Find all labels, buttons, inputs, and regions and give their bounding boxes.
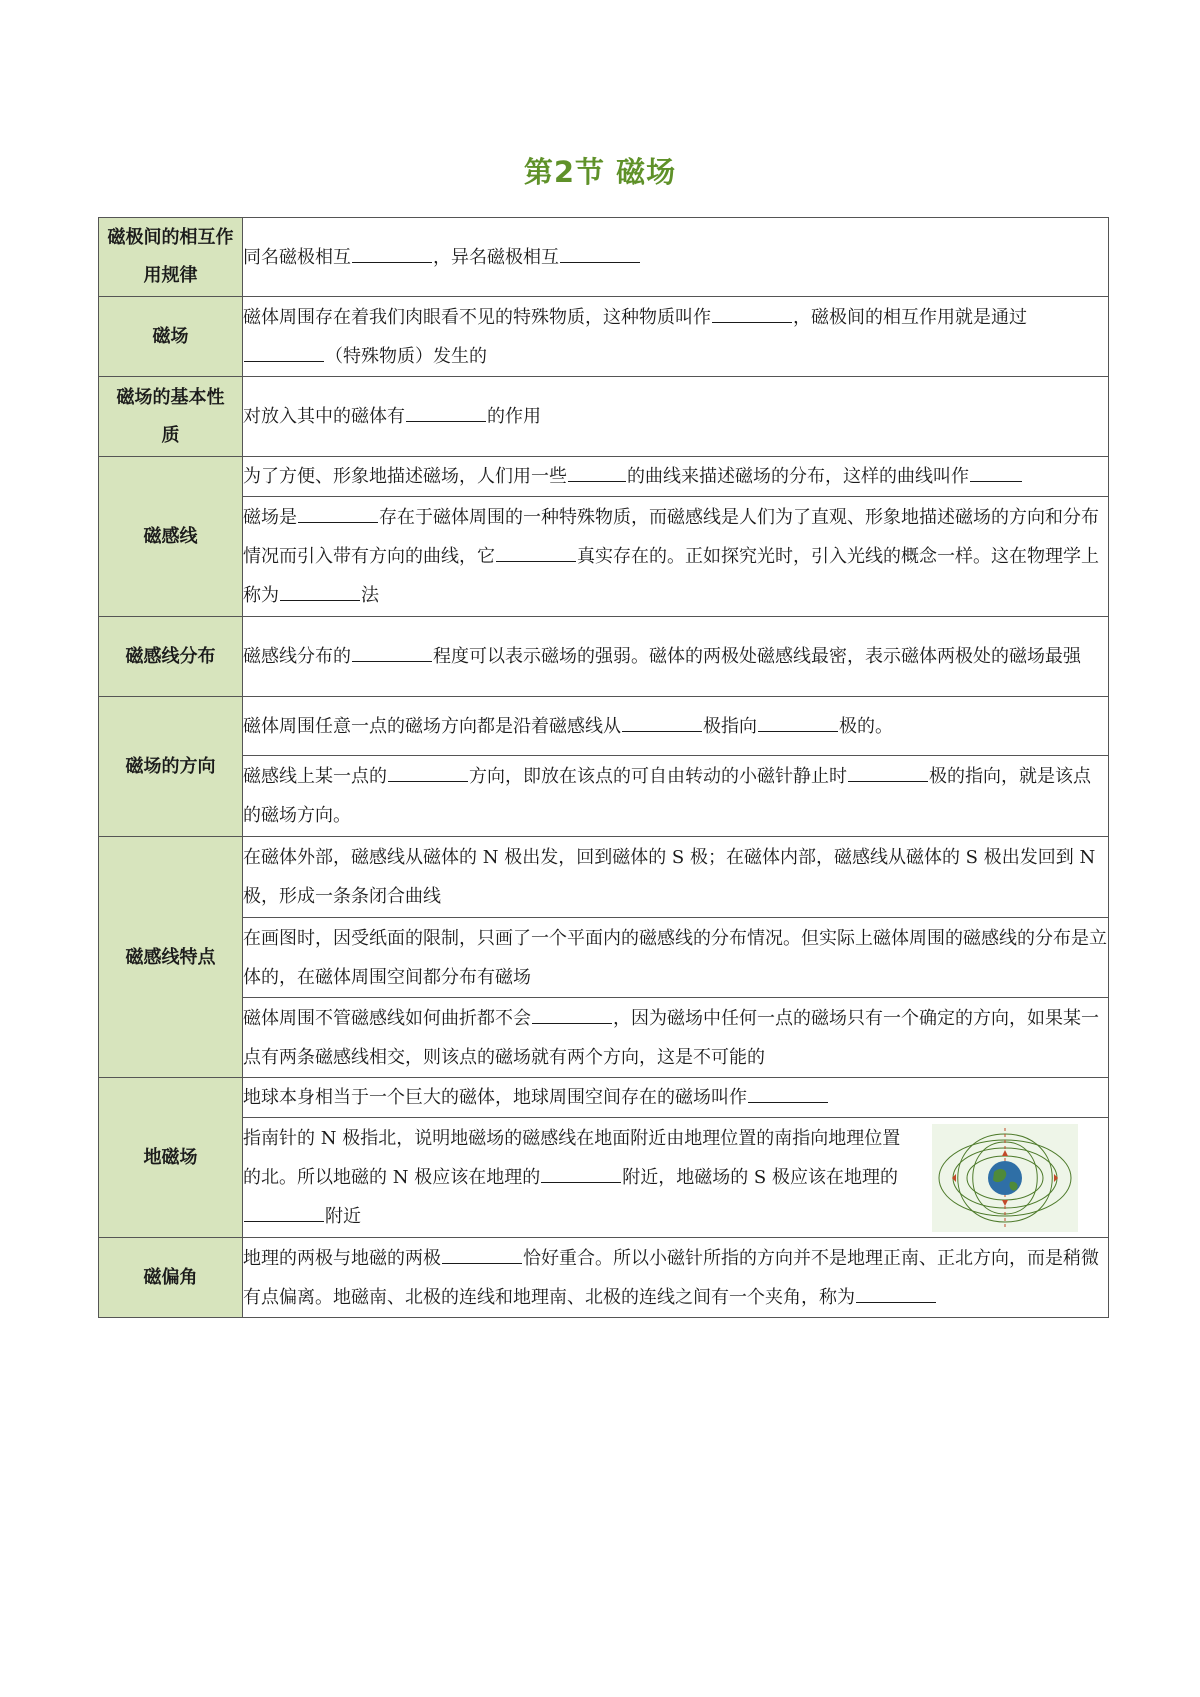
table-row [99, 377, 1109, 457]
row-content [243, 1118, 1109, 1238]
row-content: 在磁体外部，磁感线从磁体的 N 极出发，回到磁体的 S 极；在磁体内部，磁感线从磁体的 S 极出发回到 N 极，形成一条条闭合曲线 [243, 837, 1109, 918]
fill-blank[interactable] [244, 1199, 324, 1222]
row-content: 磁体周围不管磁感线如何曲折都不会 ，因为磁场中任何一点的磁场只有一个确定的方向，如果某一点有两条磁感线相交，则该点的磁场就有两个方向，这是不可能的 [243, 998, 1109, 1078]
row-content: 地球本身相当于一个巨大的磁体，地球周围空间存在的磁场叫作 [243, 1078, 1109, 1118]
fill-blank[interactable] [541, 1160, 621, 1183]
row-content: 同名磁极相互 ，异名磁极相互 [243, 218, 1109, 297]
table-row [99, 1238, 1109, 1318]
fill-blank[interactable] [622, 709, 702, 732]
row-content: 磁感线分布的 程度可以表示磁场的强弱。磁体的两极处磁感线最密，表示磁体两极处的磁场最强 [243, 617, 1109, 697]
table-row [99, 297, 1109, 377]
row-label: 磁感线 [99, 457, 243, 617]
fill-blank[interactable] [758, 709, 838, 732]
fill-blank[interactable] [748, 1080, 828, 1103]
row-label: 磁感线分布 [99, 617, 243, 697]
page-title: 第2节 磁场 [523, 155, 677, 189]
row-label: 磁场的方向 [99, 697, 243, 837]
fill-blank[interactable] [712, 300, 792, 323]
fill-blank[interactable] [442, 1241, 522, 1264]
row-label: 磁场 [99, 297, 243, 377]
table-row [99, 457, 1109, 497]
table-row [99, 697, 1109, 756]
table-row [99, 837, 1109, 918]
row-label: 磁偏角 [99, 1238, 243, 1318]
row-content: 磁体周围任意一点的磁场方向都是沿着磁感线从 极指向 极的。 [243, 697, 1109, 756]
row-content: 为了方便、形象地描述磁场，人们用一些 的曲线来描述磁场的分布，这样的曲线叫作 [243, 457, 1109, 497]
row-content: 磁体周围存在着我们肉眼看不见的特殊物质，这种物质叫作 ，磁极间的相互作用就是通过（特殊物质）发生的 [243, 297, 1109, 377]
fill-blank[interactable] [352, 240, 432, 263]
fill-blank[interactable] [568, 459, 626, 482]
row-content: 在画图时，因受纸面的限制，只画了一个平面内的磁感线的分布情况。但实际上磁体周围的磁感线的分布是立体的，在磁体周围空间都分布有磁场 [243, 918, 1109, 998]
table-row [99, 617, 1109, 697]
table-row [99, 918, 1109, 998]
text-with-figure [243, 1119, 1108, 1236]
fill-blank[interactable] [244, 339, 324, 362]
fill-blank[interactable] [970, 459, 1022, 482]
row-label: 磁场的基本性质 [99, 377, 243, 457]
fill-blank[interactable] [496, 539, 576, 562]
fill-blank[interactable] [280, 578, 360, 601]
fill-blank[interactable] [532, 1001, 612, 1024]
fill-blank[interactable] [406, 399, 486, 422]
row-content: 地理的两极与地磁的两极 恰好重合。所以小磁针所指的方向并不是地理正南、正北方向，而是稍微有点偏离。地磁南、北极的连线和地理南、北极的连线之间有一个夹角，称为 [243, 1238, 1109, 1318]
fill-blank[interactable] [352, 639, 432, 662]
row-label: 地磁场 [99, 1078, 243, 1238]
row-label: 磁极间的相互作用规律 [99, 218, 243, 297]
fill-blank[interactable] [560, 240, 640, 263]
earth-magnetic-field-icon [932, 1124, 1078, 1232]
fill-blank[interactable] [856, 1280, 936, 1303]
row-content: 磁场是 存在于磁体周围的一种特殊物质，而磁感线是人们为了直观、形象地描述磁场的方向和分布情况而引入带有方向的曲线，它 真实存在的。正如探究光时，引入光线的概念一样。这在物理学上称为 法 [243, 497, 1109, 617]
table-row [99, 756, 1109, 837]
fill-blank[interactable] [388, 759, 468, 782]
table-row [99, 218, 1109, 297]
row-content: 对放入其中的磁体有 的作用 [243, 377, 1109, 457]
table-row [99, 1078, 1109, 1118]
row-label: 磁感线特点 [99, 837, 243, 1078]
paragraph: 指南针的 N 极指北，说明地磁场的磁感线在地面附近由地理位置的南指向地理位置的北。所以地磁的 N 极应该在地理的 附近，地磁场的 S 极应该在地理的附近 [243, 1128, 901, 1227]
row-content: 磁感线上某一点的 方向，即放在该点的可自由转动的小磁针静止时 极的指向，就是该点的磁场方向。 [243, 756, 1109, 837]
fill-blank[interactable] [848, 759, 928, 782]
knowledge-table [98, 217, 1109, 1318]
fill-blank[interactable] [298, 500, 378, 523]
table-row [99, 497, 1109, 617]
table-row [99, 998, 1109, 1078]
table-row [99, 1118, 1109, 1238]
